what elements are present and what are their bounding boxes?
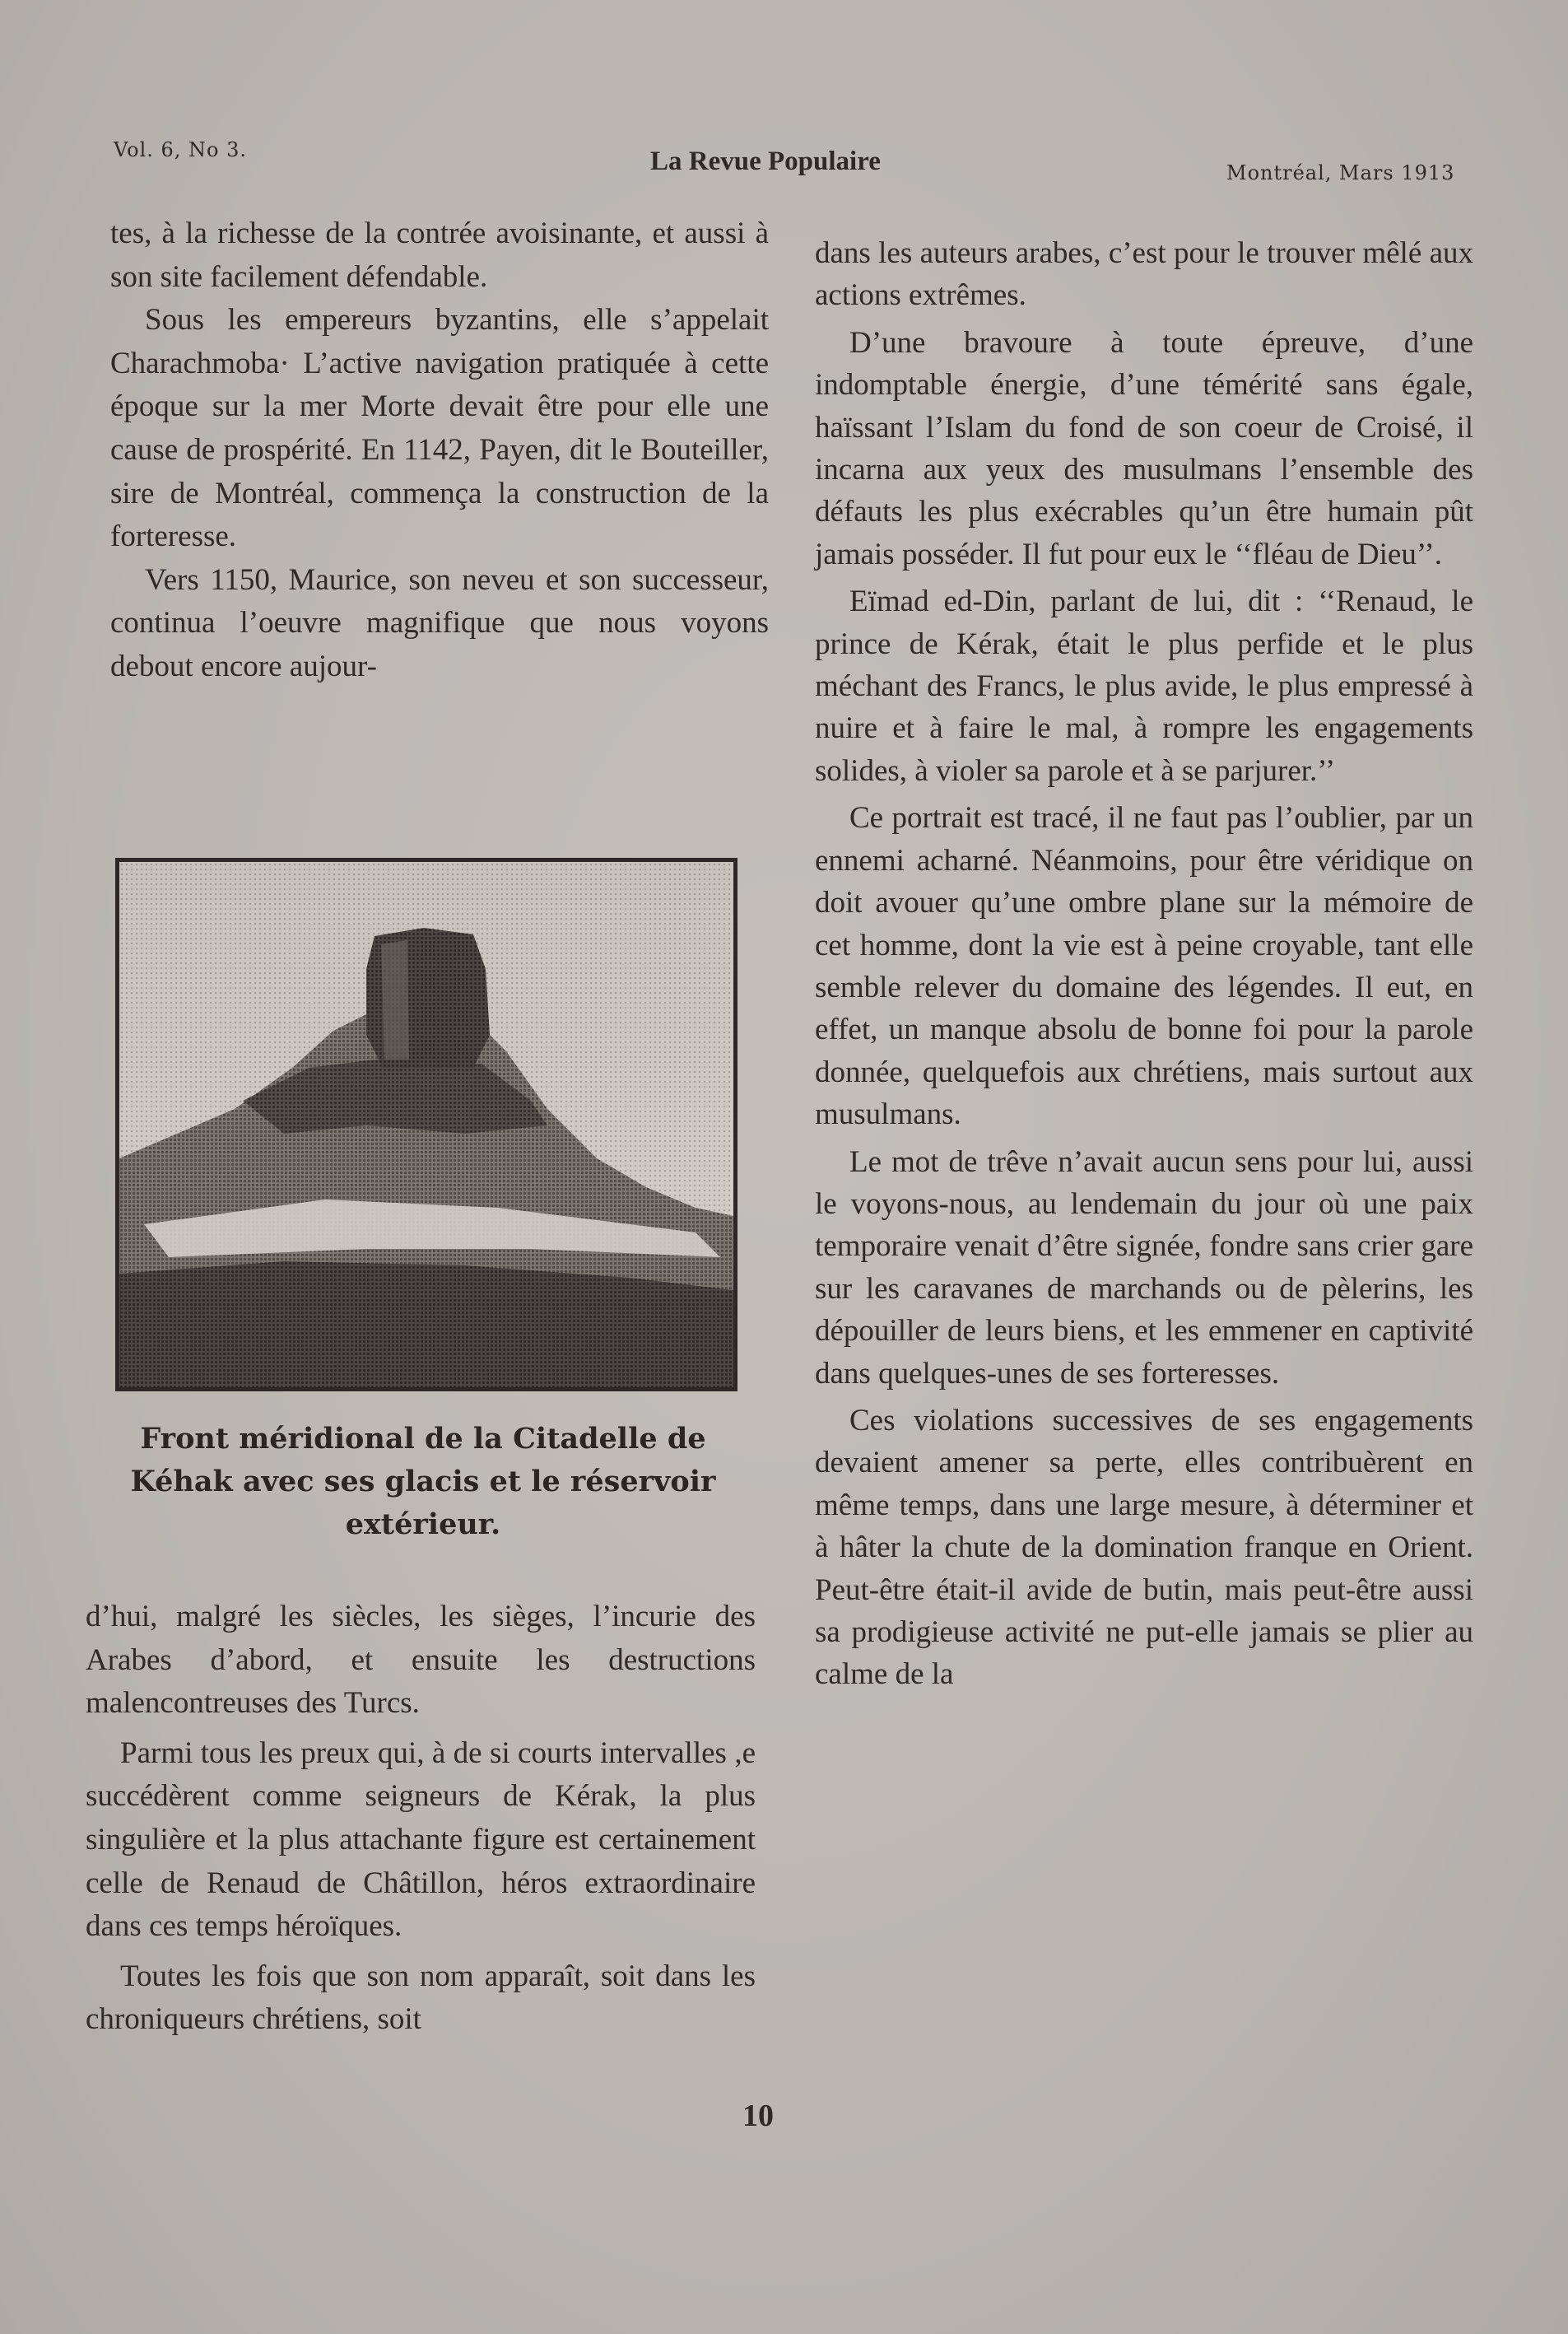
issue-volume: Vol. 6, No 3. — [114, 138, 248, 161]
issue-date: Montréal, Mars 1913 — [1226, 161, 1455, 184]
paragraph: Sous les empereurs byzantins, elle s’appelait Charachmoba· L’active navigation pratiquée à cette époque sur la mer Morte devait être pour elle une cause de prospérité. En 1142, Payen, dit le Bouteiller, sire de Montréal, commença la construction de la forteresse. — [110, 303, 769, 554]
paragraph: Le mot de trêve n’avait aucun sens pour lui, aussi le voyons-nous, au lendemain du jour où une paix temporaire venait d’être signée, fondre sans crier gare sur les caravanes de marchands ou de pèlerins, les dépouiller de leurs biens, et les emmener en captivité dans quelques-unes de ses forteresses. — [815, 1144, 1473, 1391]
citadel-photo-image — [119, 862, 733, 1387]
left-column-bottom — [86, 1596, 756, 2042]
paragraph: Eïmad ed-Din, parlant de lui, dit : ‘‘Renaud, le prince de Kérak, était le plus perfide et le plus méchant des Francs, le plus avide, le plus empressé à nuire et à faire le mal, à rompre les engagements solides, à violer sa parole et à se parjurer.’’ — [815, 585, 1473, 788]
paragraph: Ce portrait est tracé, il ne faut pas l’oublier, par un ennemi acharné. Néanmoins, pour être véridique on doit avouer qu’une ombre plane sur la mémoire de cet homme, dont la vie est à peine croyable, tant elle semble relever du domaine des légendes. Il eut, en effet, un manque absolu de bonne foi pour la parole donnée, quelquefois aux chrétiens, mais surtout aux musulmans. — [815, 801, 1473, 1132]
paragraph: Vers 1150, Maurice, son neveu et son successeur, continua l’oeuvre magnifique que nous voyons debout encore aujour- — [110, 562, 769, 683]
figure-caption: Front méridional de la Citadelle de Kéhak avec ses glacis et le réservoir extérieur. — [130, 1422, 716, 1541]
paragraph: d’hui, malgré les siècles, les sièges, l’incurie des Arabes d’abord, et ensuite les destructions malencontreuses des Turcs. — [86, 1600, 756, 1721]
publication-title: La Revue Populaire — [650, 147, 881, 176]
paragraph: D’une bravoure à toute épreuve, d’une indomptable énergie, d’une témérité sans égale, haïssant l’Islam du fond de son coeur de Croisé, il incarna aux yeux des musulmans l’ensemble des défauts les plus exécrables qu’un être humain pût jamais posséder. Il fut pour eux le ‘‘fléau de Dieu’’. — [815, 325, 1473, 571]
left-column-top — [110, 212, 769, 689]
page-number: 10 — [742, 2099, 774, 2133]
paragraph: Toutes les fois que son nom apparaît, soit dans les chroniqueurs chrétiens, soit — [86, 1959, 756, 2037]
paragraph: tes, à la richesse de la contrée avoisinante, et aussi à son site facilement défendable. — [110, 217, 769, 294]
paragraph: Parmi tous les preux qui, à de si courts intervalles ,e succédèrent comme seigneurs de Kérak, la plus singulière et la plus attachante figure est certainement celle de Renaud de Châtillon, héros extraordinaire dans ces temps héroïques. — [86, 1735, 756, 1944]
right-column — [815, 232, 1473, 1696]
paragraph: dans les auteurs arabes, c’est pour le trouver mêlé aux actions extrêmes. — [815, 236, 1473, 313]
citadel-photograph — [115, 858, 737, 1391]
paragraph: Ces violations successives de ses engagements devaient amener sa perte, elles contribuèrent en même temps, dans une large mesure, à déterminer et à hâter la chute de la domination franque en Orient. Peut-être était-il avide de butin, mais peut-être aussi sa prodigieuse activité ne put-elle jamais se plier au calme de la — [815, 1403, 1473, 1692]
